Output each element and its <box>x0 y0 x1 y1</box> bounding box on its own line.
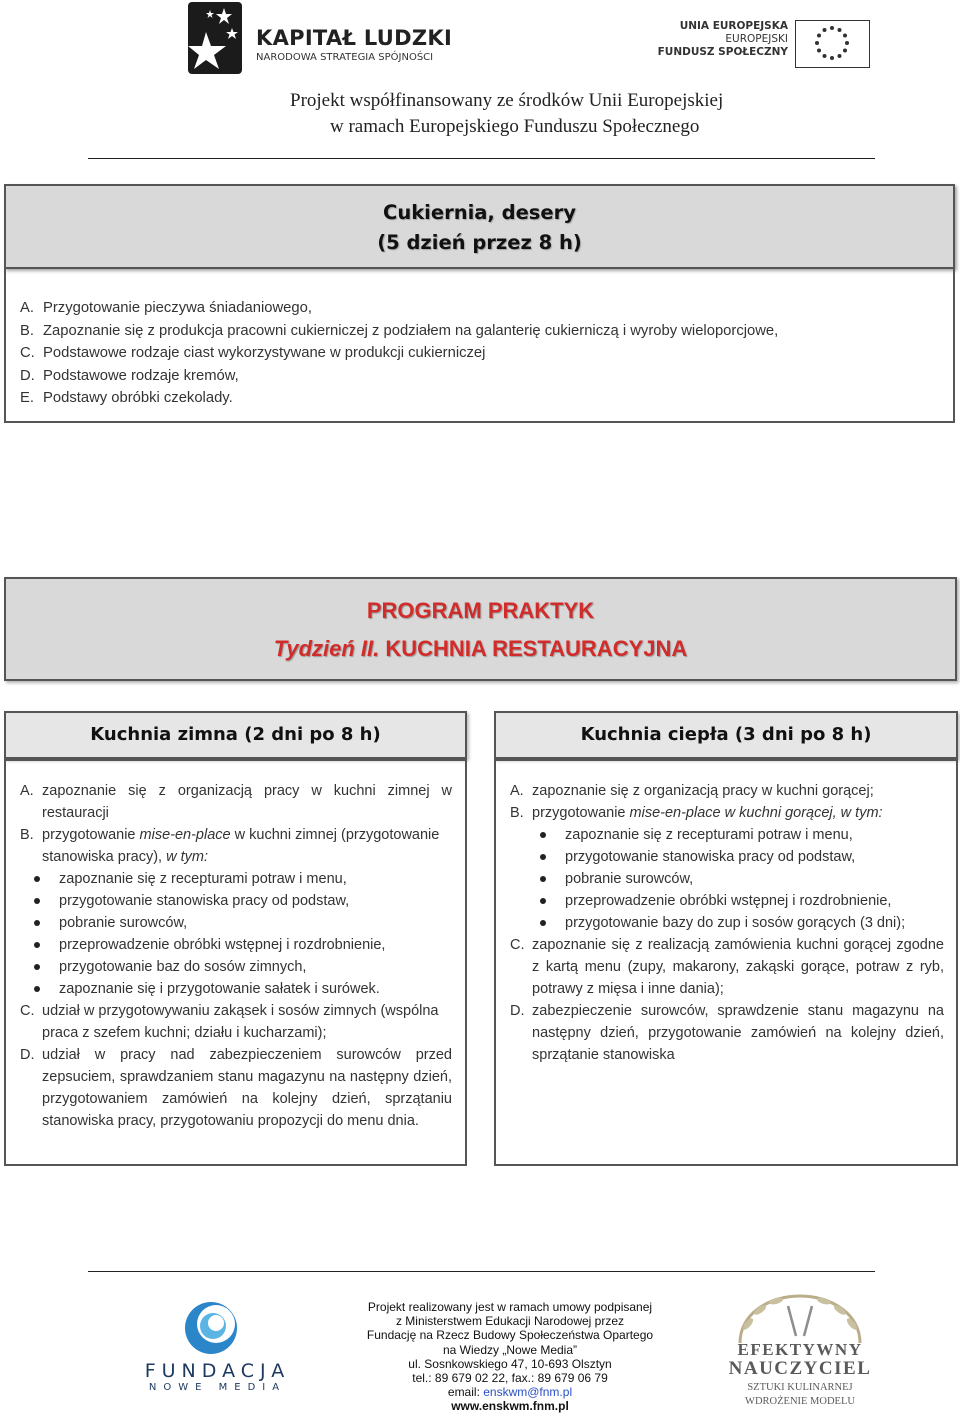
list-item <box>26 868 452 890</box>
item-text: zapoznanie się z organizacją pracy w kuchni zimnej w restauracji <box>42 783 452 821</box>
eu-flag-icon <box>795 20 870 68</box>
wdrozenie-modelu-text: WDROŻENIE MODELU <box>745 1396 855 1407</box>
bullet-icon <box>26 934 59 956</box>
kapital-ludzki-star-icon <box>188 2 242 74</box>
hot-item-d <box>510 1000 944 1066</box>
item-text: udział w przygotowywaniu zakąsek i sosów zimnych (wspólna praca z szefem kuchni; działu i kucharzami); <box>42 1003 439 1041</box>
laurel-wreath-icon <box>700 1288 900 1348</box>
kapital-ludzki-subtitle: NARODOWA STRATEGIA SPÓJNOŚCI <box>256 52 434 63</box>
cold-bullet-list <box>26 868 452 1000</box>
topic-item <box>20 365 953 388</box>
list-item-text: przygotowanie baz do sosów zimnych, <box>59 959 307 975</box>
program-week-name: KUCHNIA RESTAURACYJNA <box>379 636 688 661</box>
item-text: zapoznanie się z realizacją zamówienia kuchni gorącej zgodne z kartą menu (zupy, makarony, zakąski gorące, potraw z ryb, potrawy z mięsa i inne dania); <box>532 937 944 997</box>
footer-divider <box>88 1271 875 1272</box>
topic-item <box>20 297 953 320</box>
fundacja-name: FUNDACJA <box>144 1360 291 1382</box>
topic-marker: C. <box>20 345 35 362</box>
list-item <box>26 890 452 912</box>
topic-item <box>20 320 953 343</box>
bullet-icon <box>532 824 565 846</box>
list-item-text: zapoznanie się i przygotowanie sałatek i surówek. <box>59 981 380 997</box>
eu-line-1: UNIA EUROPEJSKA <box>679 20 788 32</box>
fundacja-nowe-media-logo <box>135 1300 300 1395</box>
topics-box <box>4 269 955 423</box>
item-text: zabezpieczenie surowców, sprawdzenie stanu magazynu na następny dzień, przygotowanie zamówień na kolejny dzień, sprzątanie stanowiska <box>532 1003 944 1063</box>
bullet-icon <box>532 868 565 890</box>
topic-item <box>20 387 953 410</box>
efektywny-text: EFEKTYWNY <box>737 1340 863 1359</box>
email-label: email: <box>447 1385 484 1400</box>
item-marker: C. <box>510 937 525 953</box>
topic-text: Zapoznanie się z produkcja pracowni cukierniczej z podziałem na galanterię cukierniczą i wyroby wieloporcjowe, <box>43 322 779 339</box>
list-item-text: pobranie surowców, <box>59 915 188 931</box>
contact-block <box>330 1300 690 1414</box>
email-link[interactable]: enskwm@fnm.pl <box>483 1385 573 1400</box>
topic-marker: B. <box>20 322 34 339</box>
eu-logo-text <box>658 20 788 59</box>
item-text <box>532 802 944 824</box>
cold-item-d <box>20 1044 452 1132</box>
bullet-icon <box>532 846 565 868</box>
list-item <box>532 890 944 912</box>
cofinancing-line-1: Projekt współfinansowany ze środków Unii Europejskiej <box>290 90 724 111</box>
efektywny-nauczyciel-logo <box>700 1288 900 1413</box>
list-item <box>26 978 452 1000</box>
program-title: PROGRAM PRAKTYK <box>366 598 595 623</box>
bullet-icon <box>26 912 59 934</box>
list-item-text: przygotowanie stanowiska pracy od podstaw, <box>59 893 350 909</box>
list-item <box>26 934 452 956</box>
title-line-2: (5 dzień przez 8 h) <box>377 231 582 254</box>
program-week-prefix: Tydzień II. <box>273 636 380 661</box>
item-marker: B. <box>20 827 34 843</box>
eu-line-2: EUROPEJSKI <box>725 33 788 45</box>
hot-item-c <box>510 934 944 1000</box>
nauczyciel-text: NAUCZYCIEL <box>728 1358 872 1379</box>
cold-item-c <box>20 1000 452 1044</box>
topic-marker: A. <box>20 300 34 316</box>
list-item <box>532 868 944 890</box>
list-item <box>532 824 944 846</box>
item-text-italic: w tym: <box>166 849 208 865</box>
hot-kitchen-heading: Kuchnia ciepła (3 dni po 8 h) <box>494 711 958 759</box>
list-item <box>26 956 452 978</box>
topic-marker: D. <box>20 367 35 384</box>
item-text <box>42 824 452 868</box>
header-divider <box>88 158 875 159</box>
hot-item-b <box>510 802 944 824</box>
contact-email-line <box>330 1385 690 1399</box>
cold-item-b <box>20 824 452 868</box>
cold-kitchen-heading: Kuchnia zimna (2 dni po 8 h) <box>4 711 467 759</box>
fundacja-subtitle: NOWE MEDIA <box>148 1382 287 1393</box>
list-item <box>26 912 452 934</box>
program-box <box>4 577 957 681</box>
list-item-text: zapoznanie się z recepturami potraw i menu, <box>59 871 347 887</box>
kapital-ludzki-name: KAPITAŁ LUDZKI <box>256 26 453 50</box>
contact-line: ul. Sosnkowskiego 47, 10-693 Olsztyn <box>408 1356 612 1371</box>
fundacja-swirl-icon <box>183 1300 239 1356</box>
item-text: zapoznanie się z organizacją pracy w kuchni gorącej; <box>532 783 874 799</box>
list-item-text: przeprowadzenie obróbki wstępnej i rozdrobnienie, <box>59 937 386 953</box>
list-item-text: przeprowadzenie obróbki wstępnej i rozdrobnienie, <box>565 893 892 909</box>
topic-text: Podstawowe rodzaje kremów, <box>43 367 239 384</box>
item-text-italic: mise-en-place w kuchni gorącej, w tym: <box>629 805 883 821</box>
list-item-text: przygotowanie stanowiska pracy od podstaw, <box>565 849 856 865</box>
cold-kitchen-body <box>4 759 467 1166</box>
item-marker: D. <box>20 1047 35 1063</box>
cofinancing-line-2: w ramach Europejskiego Funduszu Społecznego <box>330 116 700 137</box>
contact-line: tel.: 89 679 02 22, fax.: 89 679 06 79 <box>412 1371 608 1386</box>
eu-logo <box>657 20 870 68</box>
contact-line: na Wiedzy „Nowe Media” <box>442 1342 578 1357</box>
item-text-italic: mise-en-place <box>139 827 231 843</box>
hot-kitchen-body <box>494 759 958 1166</box>
item-marker: A. <box>20 783 34 799</box>
hot-item-a <box>510 780 944 802</box>
list-item <box>532 846 944 868</box>
bullet-icon <box>532 890 565 912</box>
list-item-text: zapoznanie się z recepturami potraw i menu, <box>565 827 853 843</box>
contact-line: z Ministerstwem Edukacji Narodowej przez <box>395 1314 625 1329</box>
list-item-text: przygotowanie bazy do zup i sosów gorących (3 dni); <box>565 915 906 931</box>
bullet-icon <box>26 956 59 978</box>
list-item-text: pobranie surowców, <box>565 871 694 887</box>
bullet-icon <box>26 890 59 912</box>
contact-line: Fundację na Rzecz Budowy Społeczeństwa Opartego <box>366 1328 654 1343</box>
item-text-part: przygotowanie <box>42 827 140 843</box>
program-week <box>6 631 955 667</box>
topic-text: Podstawowe rodzaje ciast wykorzystywane w produkcji cukierniczej <box>43 345 486 362</box>
item-marker: B. <box>510 805 524 821</box>
bullet-icon <box>26 868 59 890</box>
title-box <box>4 184 955 269</box>
website-link[interactable]: www.enskwm.fnm.pl <box>451 1399 569 1414</box>
topic-text: Przygotowanie pieczywa śniadaniowego, <box>43 300 312 316</box>
item-marker: A. <box>510 783 524 799</box>
list-item <box>532 912 944 934</box>
cofinancing-note <box>290 88 790 140</box>
contact-line: Projekt realizowany jest w ramach umowy podpisanej <box>367 1300 653 1314</box>
bullet-icon <box>532 912 565 934</box>
sztuki-kulinarnej-text: SZTUKI KULINARNEJ <box>747 1382 853 1393</box>
item-text-part: w kuchni zimnej (przygotowanie stanowiska pracy), <box>42 827 440 865</box>
hot-bullet-list <box>532 824 944 934</box>
cold-item-a <box>20 780 452 824</box>
kapital-ludzki-logo <box>188 2 453 74</box>
bullet-icon <box>26 978 59 1000</box>
item-marker: D. <box>510 1003 525 1019</box>
item-text-part: przygotowanie <box>532 805 630 821</box>
topic-item <box>20 342 953 365</box>
topic-text: Podstawy obróbki czekolady. <box>43 390 233 407</box>
item-marker: C. <box>20 1003 35 1019</box>
title-line-1: Cukiernia, desery <box>383 201 576 224</box>
item-text: udział w pracy nad zabezpieczeniem surowców przed zepsuciem, sprawdzaniem stanu magazynu na następny dzień, przygotowaniem zamówień na kolejny dzień, sprzątaniu stanowiska pracy, przygotowaniu propozycji do menu dnia. <box>42 1047 452 1129</box>
eu-line-3: FUNDUSZ SPOŁECZNY <box>657 46 788 58</box>
topic-marker: E. <box>20 390 34 407</box>
